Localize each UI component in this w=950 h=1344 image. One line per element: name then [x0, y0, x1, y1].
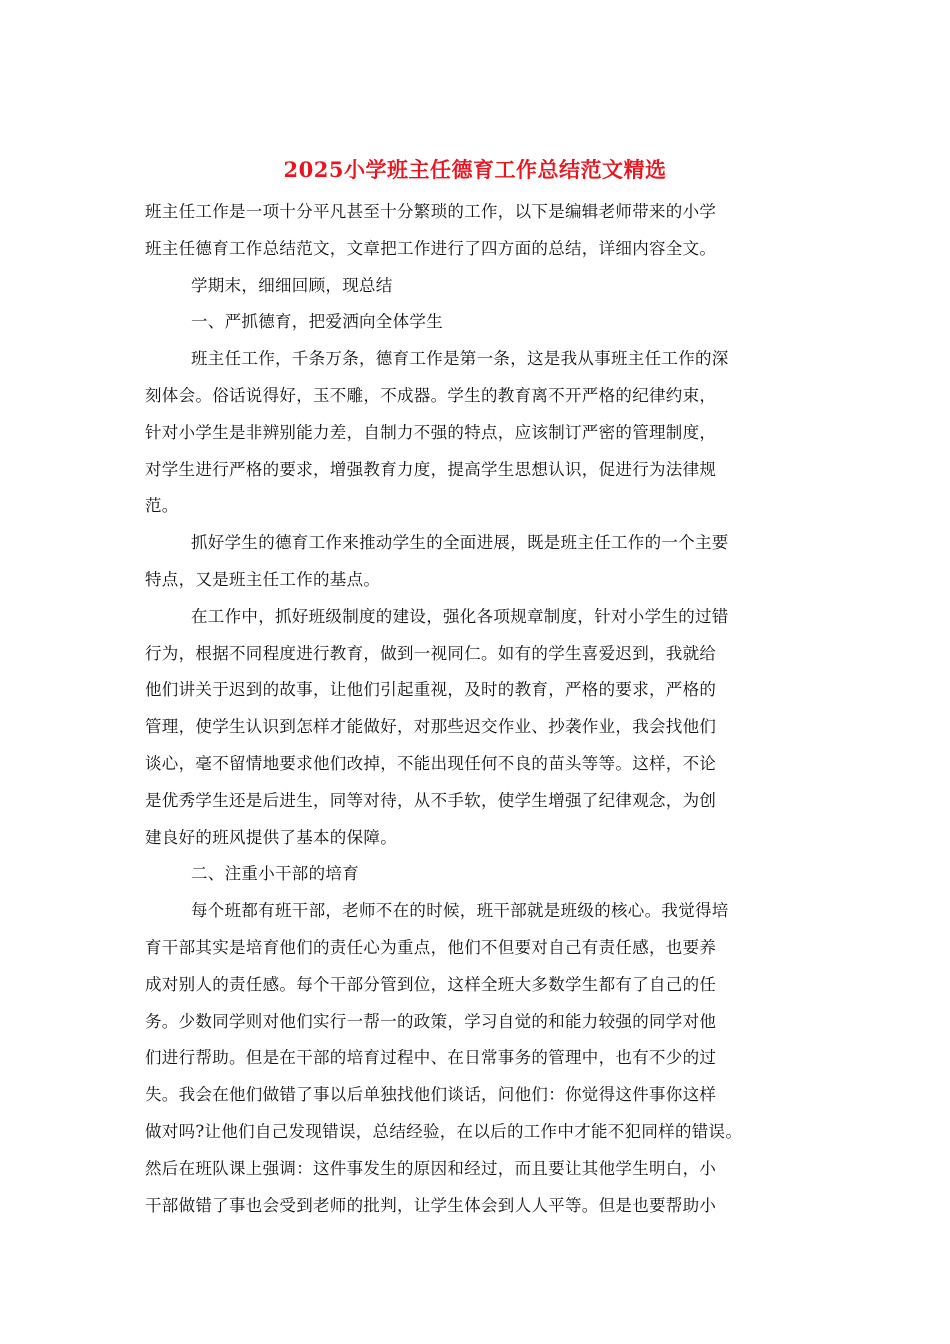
text-line: 他们讲关于迟到的故事，让他们引起重视，及时的教育，严格的要求，严格的 — [145, 680, 717, 700]
text-line: 班主任德育工作总结范文，文章把工作进行了四方面的总结，详细内容全文。 — [145, 238, 717, 258]
text-line: 然后在班队课上强调：这件事发生的原因和经过，而且要让其他学生明白，小 — [145, 1158, 717, 1178]
text-line: 育干部其实是培育他们的责任心为重点，他们不但要对自己有责任感，也要养 — [145, 937, 717, 957]
text-line: 二、注重小干部的培育 — [191, 864, 359, 884]
text-line: 班主任工作是一项十分平凡甚至十分繁琐的工作，以下是编辑老师带来的小学 — [145, 202, 717, 221]
document-body — [145, 194, 825, 1224]
text-line: 成对别人的责任感。每个干部分管到位，这样全班大多数学生都有了自己的任 — [145, 974, 717, 994]
text-line: 一、严抓德育，把爱洒向全体学生 — [191, 312, 443, 332]
text-line: 班主任工作，千条万条，德育工作是第一条，这是我从事班主任工作的深 — [191, 349, 729, 369]
text-line: 特点，又是班主任工作的基点。 — [145, 569, 381, 589]
text-line: 学期末，细细回顾，现总结 — [191, 275, 393, 295]
text-line: 针对小学生是非辨别能力差，自制力不强的特点，应该制订严密的管理制度， — [145, 422, 717, 442]
text-line: 对学生进行严格的要求，增强教育力度，提高学生思想认识，促进行为法律规 — [145, 459, 717, 479]
text-line: 在工作中，抓好班级制度的建设，强化各项规章制度，针对小学生的过错 — [191, 606, 729, 626]
text-line: 谈心，毫不留情地要求他们改掉，不能出现任何不良的苗头等等。这样，不论 — [145, 753, 717, 773]
text-line: 们进行帮助。但是在干部的培育过程中、在日常事务的管理中，也有不少的过 — [145, 1048, 717, 1068]
text-line: 行为，根据不同程度进行教育，做到一视同仁。如有的学生喜爱迟到，我就给 — [145, 643, 717, 663]
text-line: 是优秀学生还是后进生，同等对待，从不手软，使学生增强了纪律观念，为创 — [145, 790, 717, 810]
text-line: 管理，使学生认识到怎样才能做好，对那些迟交作业、抄袭作业，我会找他们 — [145, 717, 717, 737]
text-line: 做对吗?让他们自己发现错误，总结经验，在以后的工作中才能不犯同样的错误。 — [145, 1121, 743, 1141]
text-line: 干部做错了事也会受到老师的批判，让学生体会到人人平等。但是也要帮助小 — [145, 1195, 717, 1215]
document-title: 2025小学班主任德育工作总结范文精选 — [283, 157, 667, 182]
text-line: 务。少数同学则对他们实行一帮一的政策，学习自觉的和能力较强的同学对他 — [145, 1011, 717, 1031]
text-line: 范。 — [145, 496, 179, 516]
text-line: 失。我会在他们做错了事以后单独找他们谈话，问他们：你觉得这件事你这样 — [145, 1085, 717, 1105]
text-line: 每个班都有班干部，老师不在的时候，班干部就是班级的核心。我觉得培 — [191, 901, 729, 921]
text-line: 抓好学生的德育工作来推动学生的全面进展，既是班主任工作的一个主要 — [191, 533, 729, 553]
text-line: 建良好的班风提供了基本的保障。 — [145, 827, 397, 847]
text-line: 刻体会。俗话说得好，玉不雕，不成器。学生的教育离不开严格的纪律约束， — [145, 385, 717, 405]
